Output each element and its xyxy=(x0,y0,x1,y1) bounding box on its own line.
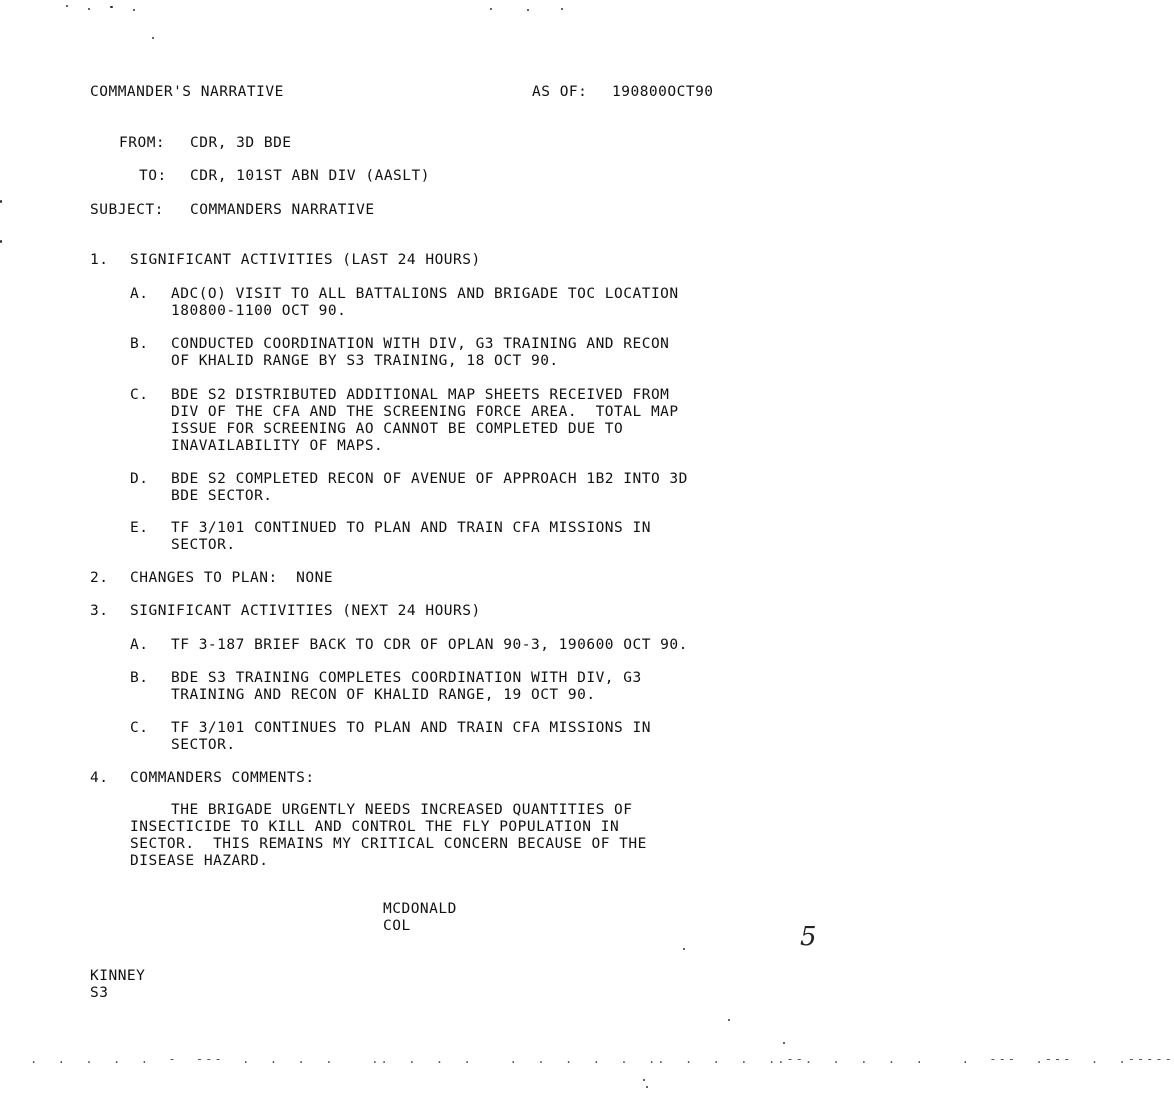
signature-rank: COL xyxy=(383,918,411,934)
item-line: TF 3/101 CONTINUES TO PLAN AND TRAIN CFA MISSIONS IN xyxy=(171,720,651,736)
to-label: TO: xyxy=(139,168,167,184)
item-line: DIV OF THE CFA AND THE SCREENING FORCE AREA. TOTAL MAP xyxy=(171,404,679,420)
scan-speck xyxy=(133,9,135,11)
item-line: BDE S2 DISTRIBUTED ADDITIONAL MAP SHEETS RECEIVED FROM xyxy=(171,387,670,403)
item-letter: C. xyxy=(130,720,149,736)
item-line: CONDUCTED COORDINATION WITH DIV, G3 TRAINING AND RECON xyxy=(171,336,670,352)
item-letter: A. xyxy=(130,286,149,302)
item-letter: C. xyxy=(130,387,149,403)
document-title: COMMANDER'S NARRATIVE xyxy=(90,84,284,100)
item-line: SECTOR. xyxy=(171,537,236,553)
item-letter: A. xyxy=(130,637,149,653)
scan-speck xyxy=(527,9,529,11)
item-letter: E. xyxy=(130,520,149,536)
item-letter: B. xyxy=(130,336,149,352)
item-line: 180800-1100 OCT 90. xyxy=(171,303,347,319)
section-number: 3. xyxy=(90,603,109,619)
scan-speck xyxy=(728,1019,730,1021)
item-line: TRAINING AND RECON OF KHALID RANGE, 19 OCT 90. xyxy=(171,687,596,703)
comment-line: INSECTICIDE TO KILL AND CONTROL THE FLY POPULATION IN xyxy=(130,819,620,835)
item-line: BDE S2 COMPLETED RECON OF AVENUE OF APPROACH 1B2 INTO 3D xyxy=(171,471,688,487)
item-letter: D. xyxy=(130,471,149,487)
scan-speck xyxy=(0,240,2,243)
scan-speck xyxy=(643,1079,645,1081)
subject-label: SUBJECT: xyxy=(90,202,164,218)
subject-value: COMMANDERS NARRATIVE xyxy=(190,202,375,218)
item-line: INAVAILABILITY OF MAPS. xyxy=(171,438,384,454)
comment-line: SECTOR. THIS REMAINS MY CRITICAL CONCERN BECAUSE OF THE xyxy=(130,836,647,852)
item-line: OF KHALID RANGE BY S3 TRAINING, 18 OCT 90. xyxy=(171,353,559,369)
scan-speck xyxy=(88,8,90,10)
scan-speck xyxy=(66,5,68,7)
item-line: BDE SECTOR. xyxy=(171,488,273,504)
as-of-label: AS OF: xyxy=(532,84,588,100)
item-line: BDE S3 TRAINING COMPLETES COORDINATION WITH DIV, G3 xyxy=(171,670,642,686)
item-line: ADC(O) VISIT TO ALL BATTALIONS AND BRIGADE TOC LOCATION xyxy=(171,286,679,302)
section-title: CHANGES TO PLAN: NONE xyxy=(130,570,334,586)
section-number: 2. xyxy=(90,570,109,586)
section-title: COMMANDERS COMMENTS: xyxy=(130,770,315,786)
item-line: TF 3/101 CONTINUED TO PLAN AND TRAIN CFA MISSIONS IN xyxy=(171,520,651,536)
scan-speck xyxy=(490,8,492,10)
item-line: TF 3-187 BRIEF BACK TO CDR OF OPLAN 90-3, 190600 OCT 90. xyxy=(171,637,688,653)
item-letter: B. xyxy=(130,670,149,686)
scan-speck xyxy=(646,1086,648,1088)
comment-line: THE BRIGADE URGENTLY NEEDS INCREASED QUANTITIES OF xyxy=(171,802,633,818)
as-of-value: 190800OCT90 xyxy=(612,84,714,100)
scan-speck xyxy=(152,37,154,39)
handwritten-page-mark: 5 xyxy=(800,922,818,952)
item-line: ISSUE FOR SCREENING AO CANNOT BE COMPLETED DUE TO xyxy=(171,421,624,437)
to-value: CDR, 101ST ABN DIV (AASLT) xyxy=(190,168,430,184)
scan-speck xyxy=(561,8,563,10)
footer-name: KINNEY xyxy=(90,968,146,984)
section-title: SIGNIFICANT ACTIVITIES (LAST 24 HOURS) xyxy=(130,252,481,268)
from-label: FROM: xyxy=(119,135,166,151)
scan-speck xyxy=(783,1042,785,1044)
comment-line: DISEASE HAZARD. xyxy=(130,853,269,869)
from-value: CDR, 3D BDE xyxy=(190,135,292,151)
scan-speck xyxy=(683,948,685,950)
scan-speck xyxy=(0,200,2,203)
scan-dotted-line: . . . . . - --- . . . . .. . . . . . . . . .. . . . ..--. . . . . . --- .--- . .----- xyxy=(30,1052,1174,1066)
section-number: 1. xyxy=(90,252,109,268)
scan-speck xyxy=(110,6,113,8)
signature-name: MCDONALD xyxy=(383,901,457,917)
footer-title: S3 xyxy=(90,985,109,1001)
section-title: SIGNIFICANT ACTIVITIES (NEXT 24 HOURS) xyxy=(130,603,481,619)
item-line: SECTOR. xyxy=(171,737,236,753)
section-number: 4. xyxy=(90,770,109,786)
